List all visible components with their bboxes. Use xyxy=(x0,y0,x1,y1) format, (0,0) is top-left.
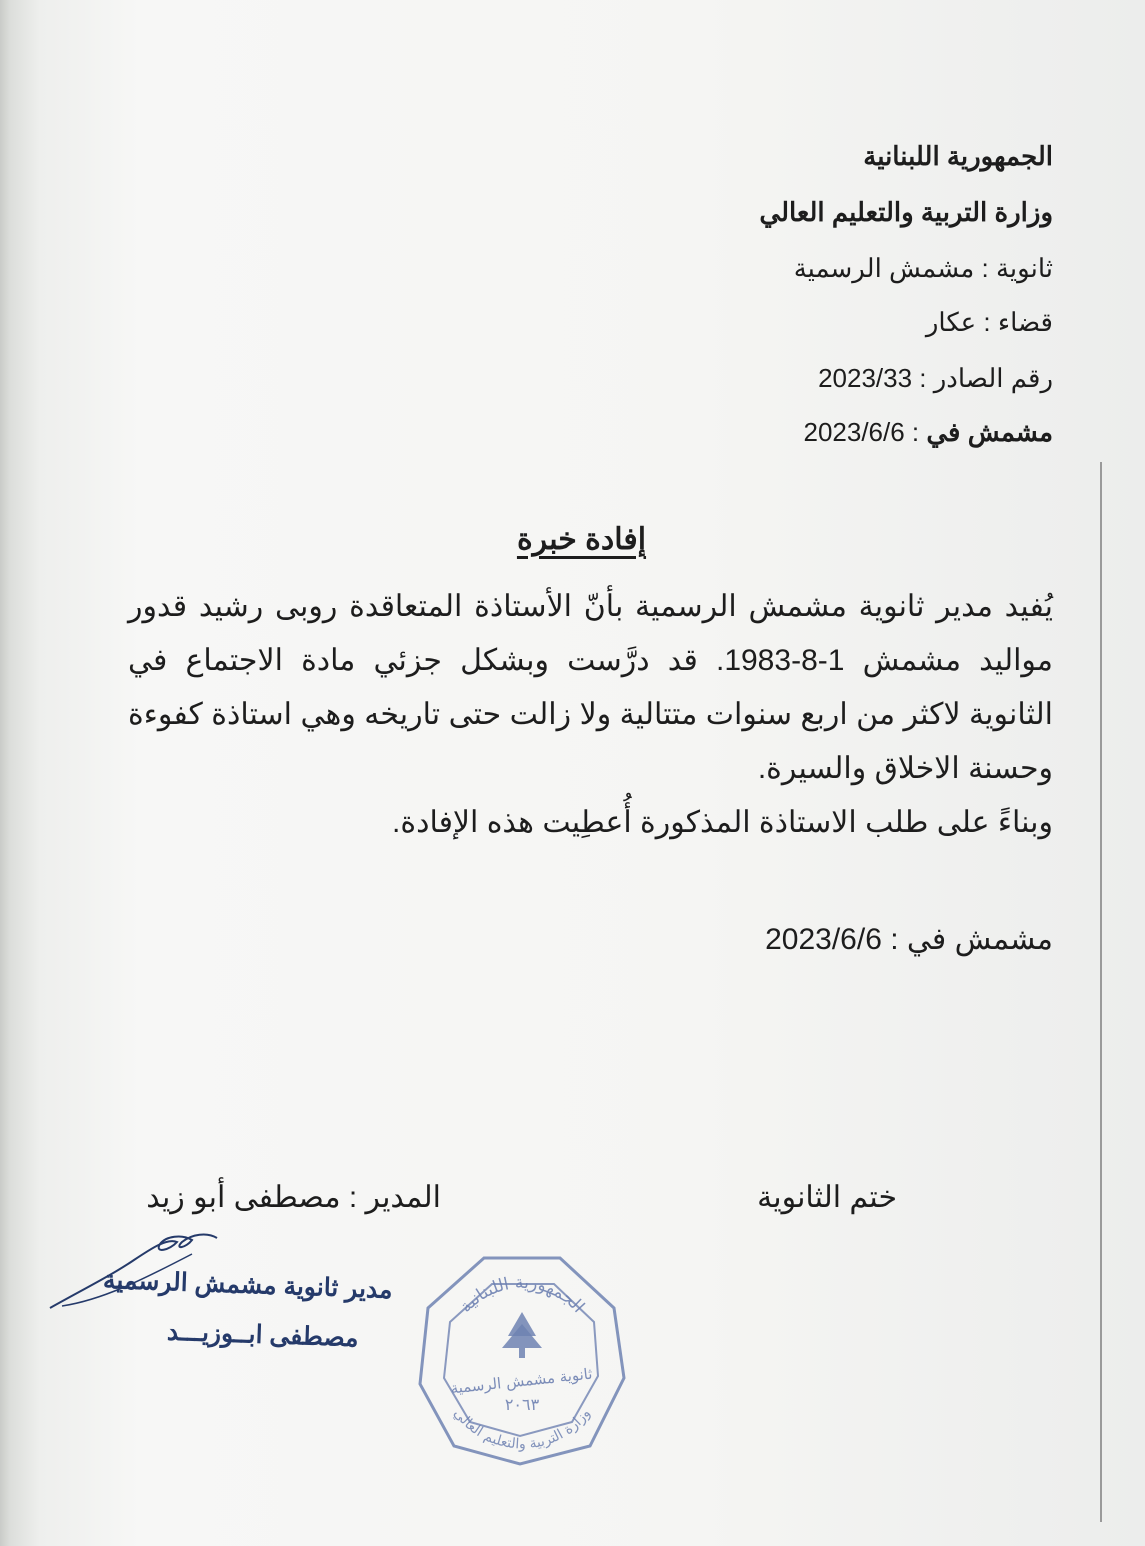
place-date-value: : 2023/6/6 xyxy=(803,417,927,447)
official-school-stamp xyxy=(412,1250,632,1470)
outgoing-number-line: رقم الصادر : 2023/33 xyxy=(818,363,1053,393)
header-place-date xyxy=(803,416,1053,448)
place-date-label: مشمش في xyxy=(926,417,1053,447)
director-label: المدير : مصطفى أبو زيد xyxy=(146,1181,441,1214)
republic-heading: الجمهورية اللبنانية xyxy=(863,141,1053,171)
closing-paragraph: وبناءً على طلب الاستاذة المذكورة أُعطِيت هذه الإفادة. xyxy=(392,806,1053,839)
ministry-heading: وزارة التربية والتعليم العالي xyxy=(759,197,1053,227)
document-title xyxy=(0,522,1145,557)
stamp-school-text: ثانوية مشمش الرسمية xyxy=(449,1364,594,1398)
stamp-number-text: ٢٠٦٣ xyxy=(504,1395,540,1414)
cedar-icon xyxy=(502,1312,542,1358)
stamp-bottom-text: وزارة التربية والتعليم العالي xyxy=(450,1405,594,1453)
stamp-top-text: الجمهورية اللبنانية xyxy=(456,1272,589,1317)
signature-stamp-line2: مصطفى ابــوزيـــد xyxy=(166,1317,360,1353)
school-line: ثانوية : مشمش الرسمية xyxy=(793,253,1053,283)
document-title-text: إفادة خبرة xyxy=(516,523,647,556)
seal-label: ختم الثانوية xyxy=(757,1181,897,1214)
signature-stamp-line1: مدير ثانوية مشمش الرسمية xyxy=(102,1265,394,1305)
paper-edge-line xyxy=(1100,462,1102,1522)
district-line: قضاء : عكار xyxy=(925,307,1053,337)
footer-place-date: مشمش في : 2023/6/6 xyxy=(765,923,1053,956)
body-paragraph: يُفيد مدير ثانوية مشمش الرسمية بأنّ الأستاذة المتعاقدة روبى رشيد قدور مواليد مشمش 1-8-1983. قد درَّست وبشكل جزئي مادة الاجتماع في الثانوية لاكثر من اربع سنوات متتالية ولا زالت حتى تاريخه وهي استاذة كفوءة وحسنة الاخلاق والسيرة. xyxy=(128,590,1054,785)
